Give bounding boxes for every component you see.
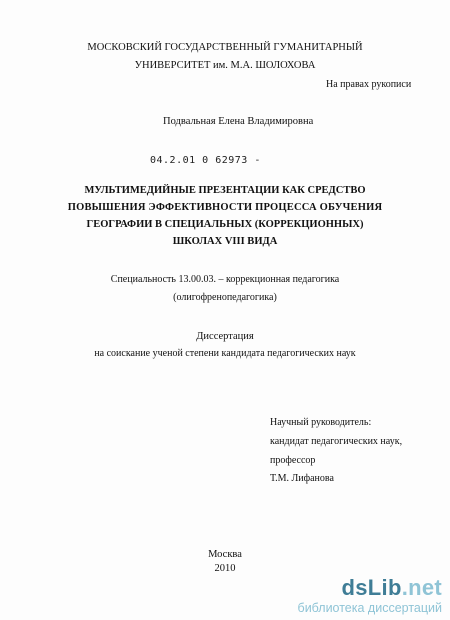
registration-stamp: 04.2.01 0 62973 -	[150, 155, 261, 166]
dslib-watermark-logo	[298, 576, 442, 615]
watermark-brand	[298, 576, 442, 600]
degree-line: на соискание ученой степени кандидата педагогических наук	[94, 348, 356, 359]
specialty-line: Специальность 13.00.03. – коррекционная педагогика	[110, 274, 340, 285]
watermark-brand-part1: dsLib	[341, 575, 402, 600]
specialty-subfield: (олигофренопедагогика)	[173, 292, 277, 303]
supervisor-rank: профессор	[270, 455, 316, 466]
title-line-3: ГЕОГРАФИИ В СПЕЦИАЛЬНЫХ (КОРРЕКЦИОННЫХ)	[86, 219, 364, 230]
supervisor-heading: Научный руководитель:	[270, 417, 372, 428]
watermark-brand-part2: .net	[401, 575, 442, 600]
title-line-1: МУЛЬТИМЕДИЙНЫЕ ПРЕЗЕНТАЦИИ КАК СРЕДСТВО	[84, 185, 366, 196]
university-name-line2: УНИВЕРСИТЕТ им. М.А. ШОЛОХОВА	[134, 60, 316, 71]
rights-note: На правах рукописи	[326, 79, 412, 90]
title-line-2: ПОВЫШЕНИЯ ЭФФЕКТИВНОСТИ ПРОЦЕССА ОБУЧЕНИЯ	[67, 202, 383, 213]
university-name-line1: МОСКОВСКИЙ ГОСУДАРСТВЕННЫЙ ГУМАНИТАРНЫЙ	[87, 42, 363, 53]
dissertation-label: Диссертация	[196, 331, 254, 342]
watermark-tagline: библиотека диссертаций	[297, 601, 442, 615]
title-line-4: ШКОЛАХ VIII ВИДА	[172, 236, 278, 247]
supervisor-name: Т.М. Лифанова	[270, 473, 334, 484]
author-name: Подвальная Елена Владимировна	[163, 116, 314, 127]
year: 2010	[214, 563, 236, 574]
supervisor-degree: кандидат педагогических наук,	[270, 436, 403, 447]
city: Москва	[208, 549, 242, 560]
